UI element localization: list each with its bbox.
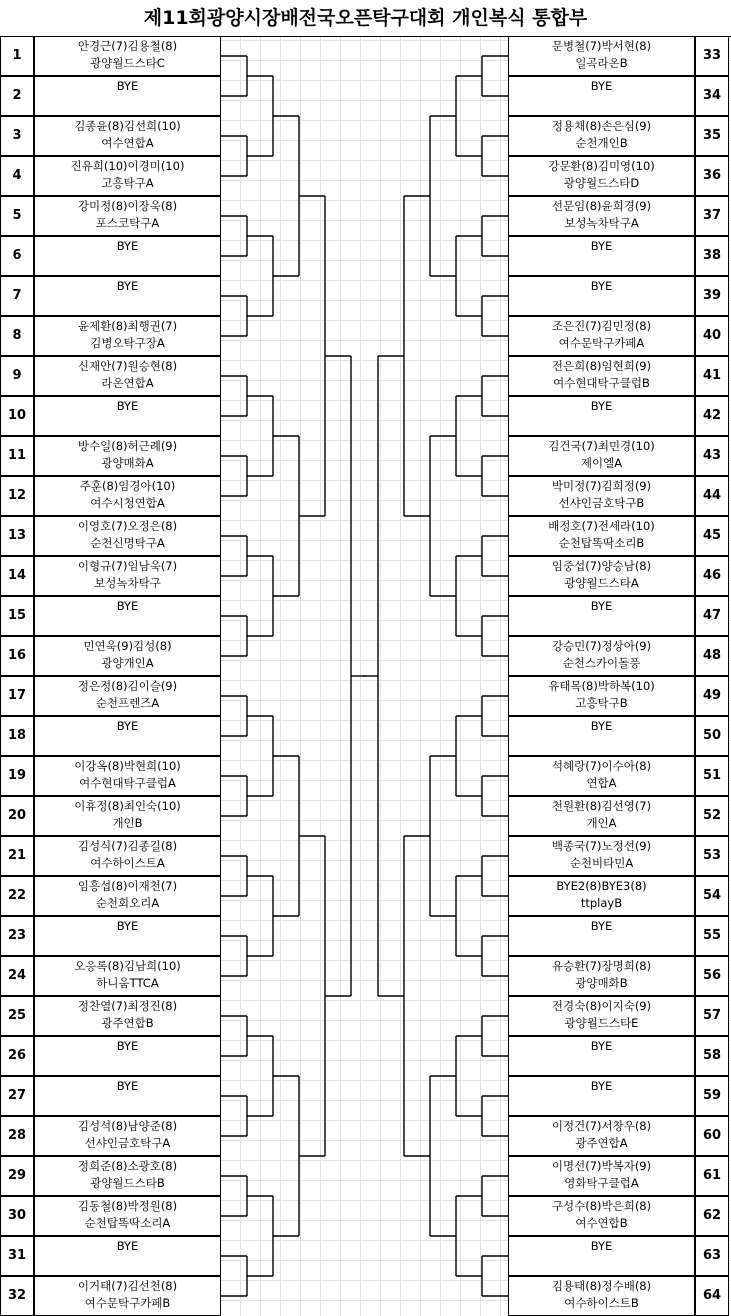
- club-name: 보성녹차탁구A: [564, 216, 639, 230]
- club-name: 여수하이스트A: [90, 856, 165, 870]
- seed-number: 60: [695, 1116, 729, 1156]
- player-names: 민연욱(9)김성(8): [83, 639, 172, 653]
- club-name: 고흥탁구A: [101, 176, 154, 190]
- seed-number: 26: [0, 1036, 34, 1076]
- club-name: 순천프렌즈A: [95, 696, 160, 710]
- seed-number: 45: [695, 516, 729, 556]
- club-name: 순천신명탁구A: [90, 536, 165, 550]
- player-names: BYE: [590, 1079, 613, 1093]
- player-names: 구성수(8)박은희(8): [551, 1199, 652, 1213]
- player-names: BYE2(8)BYE3(8): [556, 879, 647, 893]
- seed-number: 43: [695, 436, 729, 476]
- club-name: 광양개인A: [101, 656, 154, 670]
- seed-number: 28: [0, 1116, 34, 1156]
- player-names: 이형규(7)임남욱(7): [77, 559, 178, 573]
- player-names: 이명선(7)박복자(9): [551, 1159, 652, 1173]
- player-names: 김종윤(8)김선희(10): [74, 119, 181, 133]
- club-name: ttplayB: [580, 896, 623, 910]
- seed-number: 11: [0, 436, 34, 476]
- seed-number: 12: [0, 476, 34, 516]
- seed-number: 17: [0, 676, 34, 716]
- player-names: 이거태(7)김선천(8): [77, 1279, 178, 1293]
- player-names: BYE: [116, 79, 139, 93]
- club-name: 광주연합A: [575, 1136, 628, 1150]
- club-name: 고흥탁구B: [575, 696, 628, 710]
- seed-number: 55: [695, 916, 729, 956]
- player-names: BYE: [590, 1039, 613, 1053]
- club-name: 광주연합B: [101, 1016, 154, 1030]
- player-names: BYE: [116, 1239, 139, 1253]
- player-names: BYE: [116, 1039, 139, 1053]
- seed-number: 56: [695, 956, 729, 996]
- seed-number: 19: [0, 756, 34, 796]
- seed-number: 59: [695, 1076, 729, 1116]
- player-names: 문병철(7)박서현(8): [551, 39, 652, 53]
- club-name: 여수현대탁구클럽B: [553, 376, 650, 390]
- seed-number: 8: [0, 316, 34, 356]
- player-names: 신재안(7)원승현(8): [77, 359, 178, 373]
- player-names: BYE: [116, 399, 139, 413]
- player-names: 유태목(8)박하복(10): [548, 679, 655, 693]
- seed-number: 34: [695, 76, 729, 116]
- player-names: 임중섭(7)양승남(8): [551, 559, 652, 573]
- seed-number: 6: [0, 236, 34, 276]
- seed-number: 23: [0, 916, 34, 956]
- player-names: 배정호(7)전세라(10): [548, 519, 655, 533]
- seed-number: 29: [0, 1156, 34, 1196]
- seed-number: 42: [695, 396, 729, 436]
- seed-number: 50: [695, 716, 729, 756]
- seed-number: 9: [0, 356, 34, 396]
- player-names: BYE: [116, 1079, 139, 1093]
- club-name: 순천개인B: [575, 136, 628, 150]
- player-names: 선문임(8)윤희경(9): [551, 199, 652, 213]
- club-name: 포스코탁구A: [95, 216, 160, 230]
- club-name: 광양월드스타A: [564, 576, 639, 590]
- player-names: BYE: [590, 239, 613, 253]
- seed-number: 21: [0, 836, 34, 876]
- seed-number: 37: [695, 196, 729, 236]
- player-names: 석혜랑(7)이수아(8): [551, 759, 652, 773]
- player-names: BYE: [590, 919, 613, 933]
- seed-number: 64: [695, 1276, 729, 1316]
- club-name: 개인A: [586, 816, 617, 830]
- player-names: 조은진(7)김민정(8): [551, 319, 652, 333]
- player-names: 정용채(8)손은심(9): [551, 119, 652, 133]
- player-names: 진유희(10)이경미(10): [70, 159, 185, 173]
- player-names: 유승환(7)장명희(8): [551, 959, 652, 973]
- player-names: BYE: [116, 719, 139, 733]
- seed-number: 40: [695, 316, 729, 356]
- club-name: 영화탁구클럽A: [564, 1176, 639, 1190]
- seed-number: 39: [695, 276, 729, 316]
- seed-number: 32: [0, 1276, 34, 1316]
- player-names: 김용태(8)정수배(8): [551, 1279, 652, 1293]
- seed-number: 41: [695, 356, 729, 396]
- club-name: 여수현대탁구클럽A: [79, 776, 176, 790]
- club-name: 하니움TTCA: [96, 976, 159, 990]
- player-names: 백종국(7)노정선(9): [551, 839, 652, 853]
- seed-number: 14: [0, 556, 34, 596]
- club-name: 광양매화B: [575, 976, 628, 990]
- seed-number: 22: [0, 876, 34, 916]
- club-name: 연합A: [586, 776, 617, 790]
- seed-number: 33: [695, 36, 729, 76]
- player-names: BYE: [590, 399, 613, 413]
- club-name: 여수시청연합A: [90, 496, 165, 510]
- club-name: 라온연합A: [101, 376, 154, 390]
- page-title: 제11회광양시장배전국오픈탁구대회 개인복식 통합부: [0, 0, 731, 37]
- club-name: 광양월드스타C: [90, 56, 165, 70]
- player-names: 오응록(8)김남희(10): [74, 959, 181, 973]
- player-names: BYE: [116, 599, 139, 613]
- seed-number: 20: [0, 796, 34, 836]
- player-names: 천원환(8)김선영(7): [551, 799, 652, 813]
- player-names: 전은희(8)임현희(9): [551, 359, 652, 373]
- seed-number: 61: [695, 1156, 729, 1196]
- seed-number: 4: [0, 156, 34, 196]
- club-name: 선샤인금호탁구B: [558, 496, 645, 510]
- player-names: 강승민(7)정상아(9): [551, 639, 652, 653]
- seed-number: 35: [695, 116, 729, 156]
- seed-number: 48: [695, 636, 729, 676]
- seed-number: 3: [0, 116, 34, 156]
- seed-number: 49: [695, 676, 729, 716]
- seed-number: 57: [695, 996, 729, 1036]
- seed-number: 52: [695, 796, 729, 836]
- club-name: 제이엘A: [580, 456, 623, 470]
- seed-number: 63: [695, 1236, 729, 1276]
- player-names: BYE: [116, 239, 139, 253]
- club-name: 여수문탁구카페B: [84, 1296, 171, 1310]
- seed-number: 16: [0, 636, 34, 676]
- seed-number: 5: [0, 196, 34, 236]
- seed-number: 51: [695, 756, 729, 796]
- seed-number: 1: [0, 36, 34, 76]
- seed-number: 62: [695, 1196, 729, 1236]
- club-name: 김병오탁구장A: [90, 336, 165, 350]
- player-names: 김동철(8)박정원(8): [77, 1199, 178, 1213]
- seed-number: 58: [695, 1036, 729, 1076]
- club-name: 순천비타민A: [569, 856, 634, 870]
- player-names: BYE: [590, 279, 613, 293]
- player-names: BYE: [590, 1239, 613, 1253]
- seed-number: 24: [0, 956, 34, 996]
- club-name: 광양매화A: [101, 456, 154, 470]
- player-names: 주훈(8)임경아(10): [79, 479, 176, 493]
- player-names: 이휴정(8)최인숙(10): [74, 799, 181, 813]
- seed-number: 36: [695, 156, 729, 196]
- seed-number: 15: [0, 596, 34, 636]
- seed-number: 46: [695, 556, 729, 596]
- seed-number: 47: [695, 596, 729, 636]
- seed-number: 18: [0, 716, 34, 756]
- seed-number: 44: [695, 476, 729, 516]
- player-names: 윤제환(8)최행권(7): [77, 319, 178, 333]
- club-name: 선샤인금호탁구A: [84, 1136, 171, 1150]
- player-names: 김성식(7)김종길(8): [77, 839, 178, 853]
- player-names: 김성석(8)남양준(8): [77, 1119, 178, 1133]
- player-names: 강문환(8)김미영(10): [548, 159, 655, 173]
- club-name: 광양월드스타E: [564, 1016, 639, 1030]
- player-names: 임흥섭(8)이재천(7): [77, 879, 178, 893]
- player-names: BYE: [116, 919, 139, 933]
- player-names: 전경숙(8)이지숙(9): [551, 999, 652, 1013]
- player-names: 정희준(8)소광호(8): [77, 1159, 178, 1173]
- player-names: BYE: [590, 599, 613, 613]
- club-name: 여수연합B: [575, 1216, 628, 1230]
- club-name: 여수문탁구카페A: [558, 336, 645, 350]
- club-name: 순천스카이돌풍: [562, 656, 641, 670]
- player-names: 이정건(7)서창우(8): [551, 1119, 652, 1133]
- seed-number: 53: [695, 836, 729, 876]
- seed-number: 31: [0, 1236, 34, 1276]
- player-names: 이강옥(8)박현희(10): [74, 759, 181, 773]
- seed-number: 25: [0, 996, 34, 1036]
- club-name: 일곡라온B: [575, 56, 628, 70]
- seed-number: 30: [0, 1196, 34, 1236]
- seed-number: 2: [0, 76, 34, 116]
- player-names: 강미정(8)이장욱(8): [77, 199, 178, 213]
- player-names: 김건국(7)최민경(10): [548, 439, 655, 453]
- player-names: 박미정(7)김희정(9): [551, 479, 652, 493]
- club-name: 순천탑똑딱소리B: [558, 536, 645, 550]
- seed-number: 54: [695, 876, 729, 916]
- player-names: 방수일(8)허근례(9): [77, 439, 178, 453]
- seed-number: 38: [695, 236, 729, 276]
- seed-number: 10: [0, 396, 34, 436]
- club-name: 순천탑똑딱소리A: [84, 1216, 171, 1230]
- player-names: 정찬열(7)최정진(8): [77, 999, 178, 1013]
- player-names: BYE: [116, 279, 139, 293]
- seed-number: 27: [0, 1076, 34, 1116]
- club-name: 광양월드스타D: [563, 176, 640, 190]
- club-name: 여수연합A: [101, 136, 154, 150]
- club-name: 여수하이스트B: [564, 1296, 639, 1310]
- player-names: 이영호(7)오정은(8): [77, 519, 178, 533]
- club-name: 보성녹차탁구: [94, 576, 161, 590]
- seed-number: 13: [0, 516, 34, 556]
- club-name: 순천회오리A: [95, 896, 160, 910]
- player-names: BYE: [590, 719, 613, 733]
- club-name: 광양월드스타B: [90, 1176, 165, 1190]
- player-names: 정은정(8)김이슬(9): [77, 679, 178, 693]
- player-names: BYE: [590, 79, 613, 93]
- seed-number: 7: [0, 276, 34, 316]
- player-names: 안경근(7)김용철(8): [77, 39, 178, 53]
- club-name: 개인B: [112, 816, 143, 830]
